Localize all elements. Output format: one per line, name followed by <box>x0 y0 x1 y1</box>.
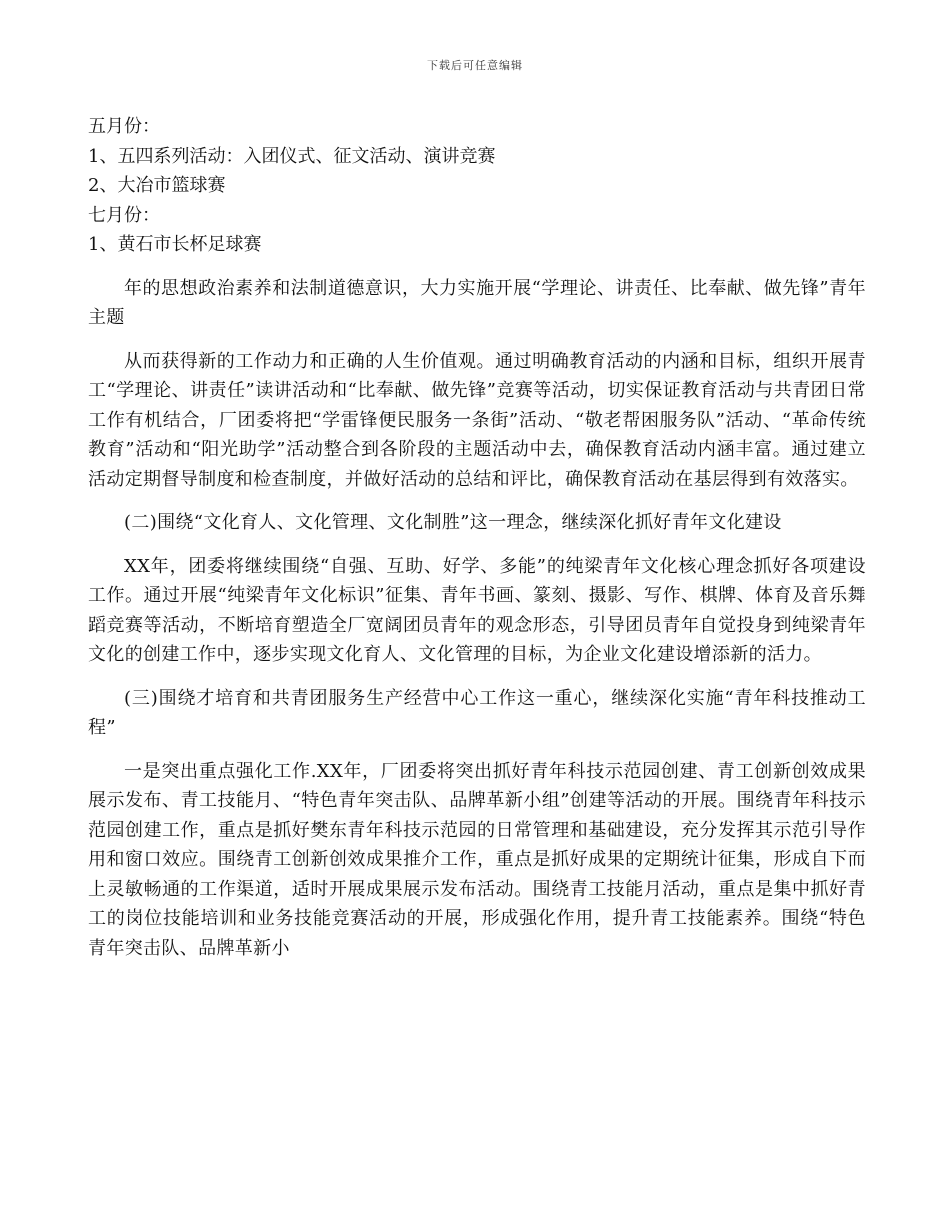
month-heading-may: 五月份： <box>88 116 160 137</box>
list-item: 1、五四系列活动：入团仪式、征文活动、演讲竞赛 <box>88 145 496 167</box>
section-heading: (三)围绕才培育和共青团服务生产经营中心工作这一重心，继续深化实施“青年科技推动工程” <box>88 687 866 738</box>
document-body <box>88 112 866 963</box>
body-paragraph: 从而获得新的工作动力和正确的人生价值观。通过明确教育活动的内涵和目标，组织开展青工“学理论、讲责任”读讲活动和“比奉献、做先锋”竞赛等活动，切实保证教育活动与共青团日常工作有机结合，厂团委将把“学雷锋便民服务一条街”活动、“敬老帮困服务队”活动、“革命传统教育”活动和“阳光助学”活动整合到各阶段的主题活动中去，确保教育活动内涵丰富。通过建立活动定期督导制度和检查制度，并做好活动的总结和评比，确保教育活动在基层得到有效落实。 <box>88 350 866 490</box>
list-item: 1、黄石市长杯足球赛 <box>88 234 262 255</box>
body-paragraph: 一是突出重点强化工作.XX年，厂团委将突出抓好青年科技示范园创建、青工创新创效成果展示发布、青工技能月、“特色青年突击队、品牌革新小组”创建等活动的开展。围绕青年科技示范园创建工作，重点是抓好樊东青年科技示范园的日常管理和基础建设，充分发挥其示范引导作用和窗口效应。围绕青工创新创效成果推介工作，重点是抓好成果的定期统计征集，形成自下而上灵敏畅通的工作渠道，适时开展成果展示发布活动。围绕青工技能月活动，重点是集中抓好青工的岗位技能培训和业务技能竞赛活动的开展，形成强化作用，提升青工技能素养。围绕“特色青年突击队、品牌革新小 <box>88 760 866 959</box>
body-paragraph: XX年，团委将继续围绕“自强、互助、好学、多能”的纯梁青年文化核心理念抓好各项建设工作。通过开展“纯梁青年文化标识”征集、青年书画、篆刻、摄影、写作、棋牌、体育及音乐舞蹈竞赛等活动，不断培育塑造全厂宽阔团员青年的观念形态，引导团员青年自觉投身到纯梁青年文化的创建工作中，逐步实现文化育人、文化管理的目标，为企业文化建设增添新的活力。 <box>88 555 866 665</box>
month-heading-july: 七月份： <box>88 204 160 226</box>
page-header: 下载后可任意编辑 <box>427 59 523 72</box>
body-paragraph: 年的思想政治素养和法制道德意识，大力实施开展“学理论、讲责任、比奉献、做先锋”青年主题 <box>88 277 866 328</box>
section-heading: (二)围绕“文化育人、文化管理、文化制胜”这一理念，继续深化抓好青年文化建设 <box>124 512 782 533</box>
list-item: 2、大冶市篮球赛 <box>88 175 226 196</box>
